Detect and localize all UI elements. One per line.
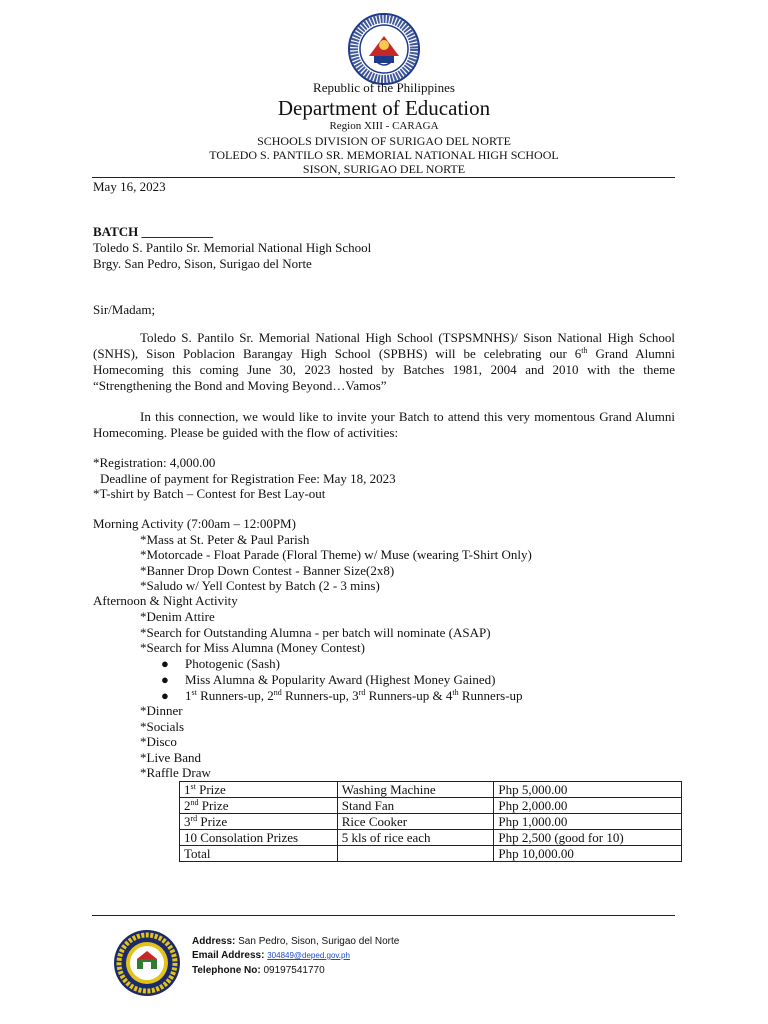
morning-item: *Saludo w/ Yell Contest by Batch (2 - 3 mins) — [140, 578, 380, 593]
prize-item: 5 kls of rice each — [337, 830, 494, 846]
night-item: *Dinner — [140, 703, 183, 718]
prize-rank: 3rd Prize — [180, 814, 338, 830]
location-line: SISON, SURIGAO DEL NORTE — [302, 162, 466, 176]
bullet-icon: ● — [161, 688, 169, 703]
table-row — [180, 846, 682, 862]
recipient-school: Toledo S. Pantilo Sr. Memorial National High School — [93, 240, 372, 255]
recipient-address: Brgy. San Pedro, Sison, Surigao del Norte — [93, 256, 312, 271]
department-title: Department of Education — [277, 96, 491, 120]
header-rule — [92, 177, 675, 178]
prize-item — [337, 846, 494, 862]
bullet-icon: ● — [161, 672, 169, 687]
region-line: Region XIII - CARAGA — [329, 120, 439, 132]
afternoon-item: *Search for Miss Alumna (Money Contest) — [140, 640, 365, 655]
footer-email: Email Address: 304849@deped.gov.ph — [192, 950, 350, 961]
school-line: TOLEDO S. PANTILO SR. MEMORIAL NATIONAL HIGH SCHOOL — [209, 148, 559, 162]
tshirt-contest: *T-shirt by Batch – Contest for Best Lay-out — [93, 486, 326, 501]
prize-value: Php 10,000.00 — [494, 846, 682, 862]
afternoon-item: *Denim Attire — [140, 609, 215, 624]
school-seal — [113, 929, 181, 997]
prize-value: Php 2,500 (good for 10) — [494, 830, 682, 846]
award-bullet-list — [161, 656, 523, 704]
registration-fee: *Registration: 4,000.00 — [93, 455, 216, 470]
morning-item: *Mass at St. Peter & Paul Parish — [140, 532, 310, 547]
table-row — [180, 798, 682, 814]
footer-rule — [92, 915, 675, 916]
footer-address: Address: San Pedro, Sison, Surigao del Norte — [192, 936, 400, 947]
prize-table — [179, 781, 682, 862]
prize-rank: Total — [180, 846, 338, 862]
table-row — [180, 830, 682, 846]
afternoon-item: *Search for Outstanding Alumna - per batch will nominate (ASAP) — [140, 625, 491, 640]
prize-rank: 2nd Prize — [180, 798, 338, 814]
morning-activity-title: Morning Activity (7:00am – 12:00PM) — [93, 516, 296, 531]
payment-deadline: Deadline of payment for Registration Fee: May 18, 2023 — [100, 471, 396, 486]
night-item: *Live Band — [140, 750, 202, 765]
table-row — [180, 782, 682, 798]
prize-item: Rice Cooker — [337, 814, 494, 830]
prize-rank: 10 Consolation Prizes — [180, 830, 338, 846]
email-link[interactable]: 304849@deped.gov.ph — [267, 951, 350, 960]
prize-item: Stand Fan — [337, 798, 494, 814]
morning-item: *Motorcade - Float Parade (Floral Theme) w/ Muse (wearing T-Shirt Only) — [140, 547, 532, 562]
morning-item: *Banner Drop Down Contest - Banner Size(2x8) — [140, 563, 395, 578]
night-item: *Socials — [140, 719, 185, 734]
division-line: SCHOOLS DIVISION OF SURIGAO DEL NORTE — [257, 134, 511, 148]
prize-value: Php 2,000.00 — [494, 798, 682, 814]
list-item: ● Photogenic (Sash) — [161, 656, 280, 671]
footer-phone: Telephone No: 09197541770 — [192, 965, 325, 976]
salutation: Sir/Madam; — [93, 302, 156, 317]
night-item: *Disco — [140, 734, 177, 749]
night-item: *Raffle Draw — [140, 765, 211, 780]
list-item: ● 1st Runners-up, 2nd Runners-up, 3rd Runners-up & 4th Runners-up — [161, 688, 523, 703]
list-item: ● Miss Alumna & Popularity Award (Highest Money Gained) — [161, 672, 496, 687]
afternoon-activity-title: Afternoon & Night Activity — [93, 593, 238, 608]
prize-item: Washing Machine — [337, 782, 494, 798]
bullet-icon: ● — [161, 656, 169, 671]
batch-line: BATCH ___________ — [93, 224, 214, 239]
letter-date: May 16, 2023 — [93, 179, 166, 194]
table-row — [180, 814, 682, 830]
invitation-paragraph: In this connection, we would like to invite your Batch to attend this very momentous Grand Alumni Homecoming. Please be guided with the flow of activities: — [93, 409, 675, 440]
prize-rank: 1st Prize — [180, 782, 338, 798]
intro-paragraph: Toledo S. Pantilo Sr. Memorial National High School (TSPSMNHS)/ Sison National High School (SNHS), Sison Poblacion Barangay High School (SPBHS) will be celebrating our 6th Grand Alumni Homecoming this coming June 30, 2023 hosted by Batches 1981, 2004 and 2010 with the theme “Strengthening the Bond and Moving Beyond…Vamos” — [93, 330, 675, 393]
republic-line: Republic of the Philippines — [313, 80, 455, 95]
deped-seal — [347, 12, 421, 86]
prize-value: Php 1,000.00 — [494, 814, 682, 830]
prize-value: Php 5,000.00 — [494, 782, 682, 798]
